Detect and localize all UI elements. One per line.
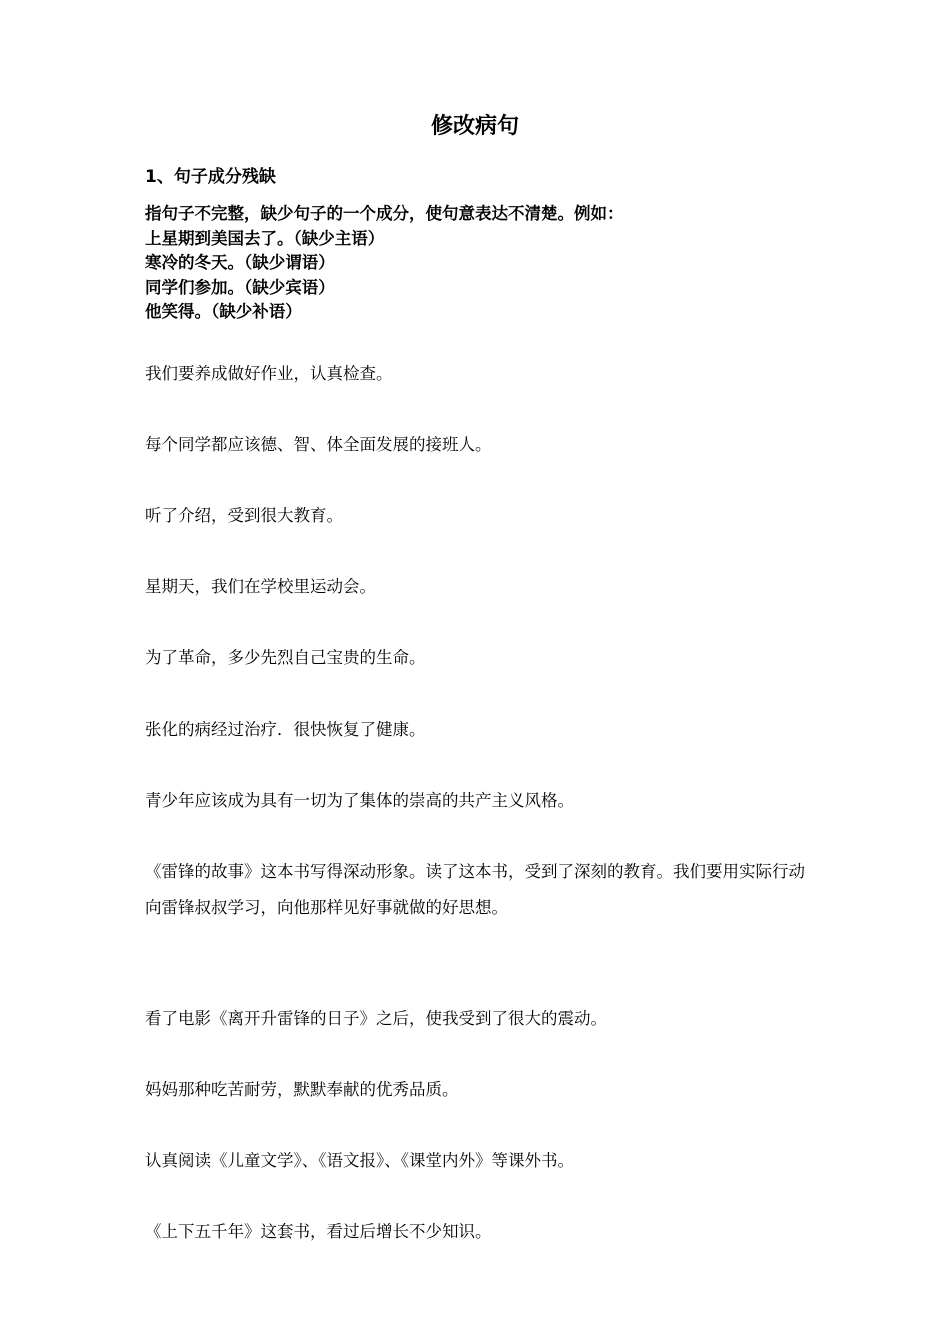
section-heading: 1、句子成分残缺 xyxy=(145,167,276,187)
intro-block xyxy=(145,202,825,325)
intro-example: 同学们参加。（缺少宾语） xyxy=(145,277,335,297)
exercise-sentence: 每个同学都应该德、智、体全面发展的接班人。 xyxy=(145,435,492,454)
exercise-sentence: 《上下五千年》这套书，看过后增长不少知识。 xyxy=(145,1222,492,1241)
exercise-paragraph: 《雷锋的故事》这本书写得深动形象。读了这本书，受到了深刻的教育。我们要用实际行动向雷锋叔叔学习，向他那样见好事就做的好思想。 xyxy=(145,862,805,917)
intro-example: 寒冷的冬天。（缺少谓语） xyxy=(145,253,335,272)
exercise-sentence: 星期天，我们在学校里运动会。 xyxy=(145,577,376,596)
intro-example: 上星期到美国去了。（缺少主语） xyxy=(145,228,385,248)
exercise-sentence: 看了电影《离开升雷锋的日子》之后，使我受到了很大的震动。 xyxy=(145,1009,607,1028)
exercise-sentence: 为了革命，多少先烈自己宝贵的生命。 xyxy=(145,648,426,667)
exercise-sentence: 张化的病经过治疗．很快恢复了健康。 xyxy=(145,720,426,739)
exercise-sentence: 认真阅读《儿童文学》、《语文报》、《课堂内外》等课外书。 xyxy=(145,1151,574,1170)
intro-example: 他笑得。（缺少补语） xyxy=(145,302,302,321)
page-title: 修改病句 xyxy=(430,114,519,139)
exercise-sentence: 妈妈那种吃苦耐劳，默默奉献的优秀品质。 xyxy=(145,1080,459,1099)
exercise-sentence: 听了介绍，受到很大教育。 xyxy=(145,506,343,525)
intro-definition: 指句子不完整，缺少句子的一个成分，使句意表达不清楚。例如： xyxy=(145,204,624,223)
exercise-sentence: 青少年应该成为具有一切为了集体的崇高的共产主义风格。 xyxy=(145,791,574,810)
exercise-sentence: 我们要养成做好作业，认真检查。 xyxy=(145,364,393,383)
